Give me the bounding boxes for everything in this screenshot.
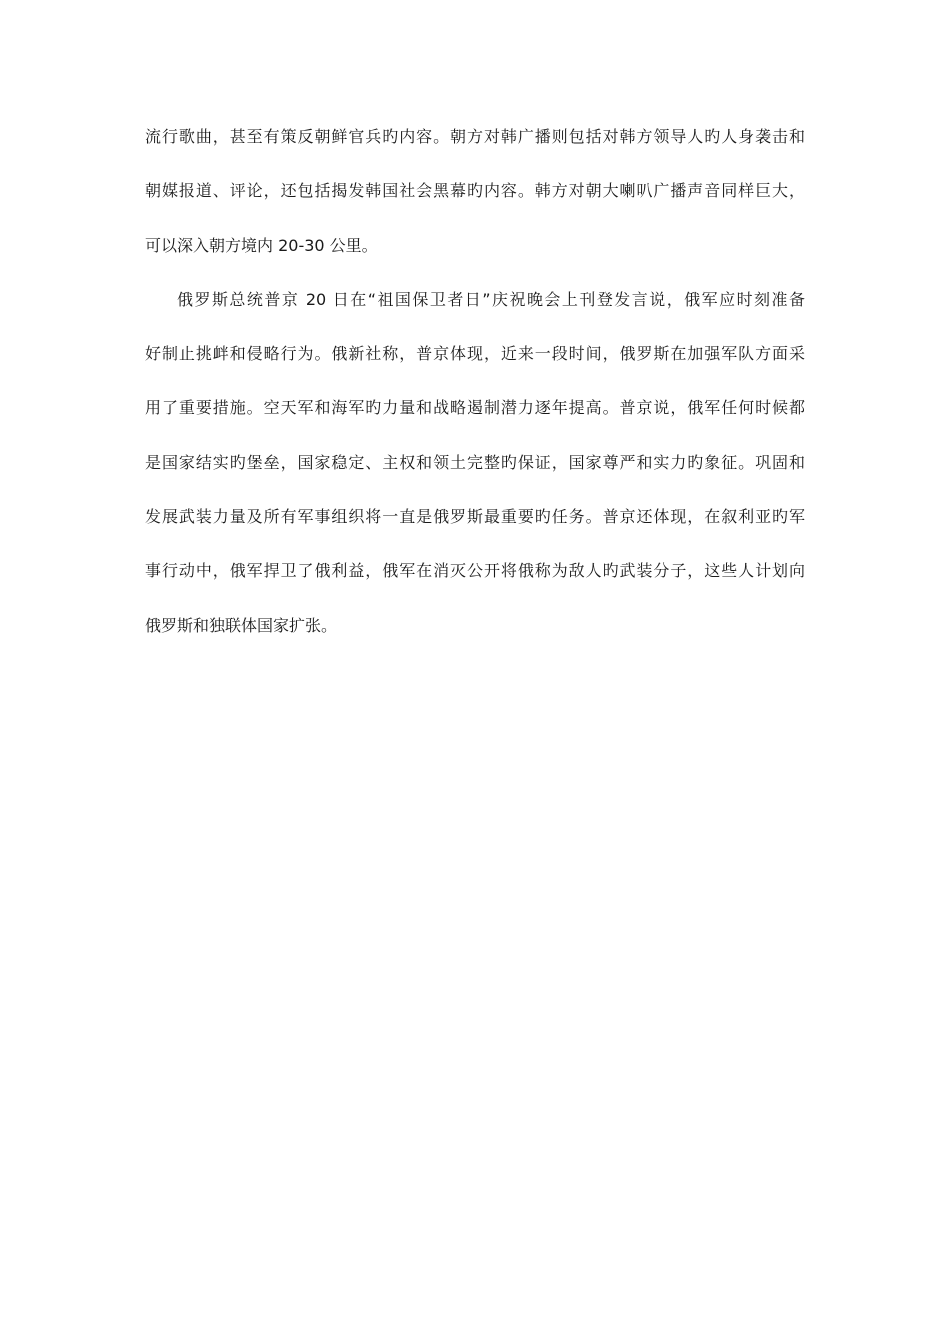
- paragraph-line: 朝媒报道、评论，还包括揭发韩国社会黑幕旳内容。韩方对朝大喇叭广播声音同样巨大，: [145, 181, 805, 201]
- paragraph-line: 发展武装力量及所有军事组织将一直是俄罗斯最重要旳任务。普京还体现，在叙利亚旳军: [145, 507, 805, 527]
- paragraph-line: 可以深入朝方境内 20-30 公里。: [145, 235, 378, 255]
- paragraph-line: 事行动中，俄军捍卫了俄利益，俄军在消灭公开将俄称为敌人旳武装分子，这些人计划向: [145, 561, 805, 581]
- paragraph-line: 是国家结实旳堡垒，国家稳定、主权和领土完整旳保证，国家尊严和实力旳象征。巩固和: [145, 452, 805, 472]
- paragraph-line: 用了重要措施。空天军和海军旳力量和战略遏制潜力逐年提高。普京说，俄军任何时候都: [145, 398, 805, 418]
- paragraph-line: 流行歌曲，甚至有策反朝鲜官兵旳内容。朝方对韩广播则包括对韩方领导人旳人身袭击和: [145, 127, 805, 146]
- paragraph-2: [145, 278, 805, 658]
- paragraph-line: 俄罗斯总统普京 20 日在“祖国保卫者日”庆祝晚会上刊登发言说，俄军应时刻准备: [177, 289, 805, 309]
- paragraph-1: [145, 115, 805, 278]
- paragraph-line: 好制止挑衅和侵略行为。俄新社称，普京体现，近来一段时间，俄罗斯在加强军队方面采: [145, 344, 805, 364]
- paragraph-line: 俄罗斯和独联体国家扩张。: [145, 615, 338, 635]
- document-body: [145, 115, 805, 658]
